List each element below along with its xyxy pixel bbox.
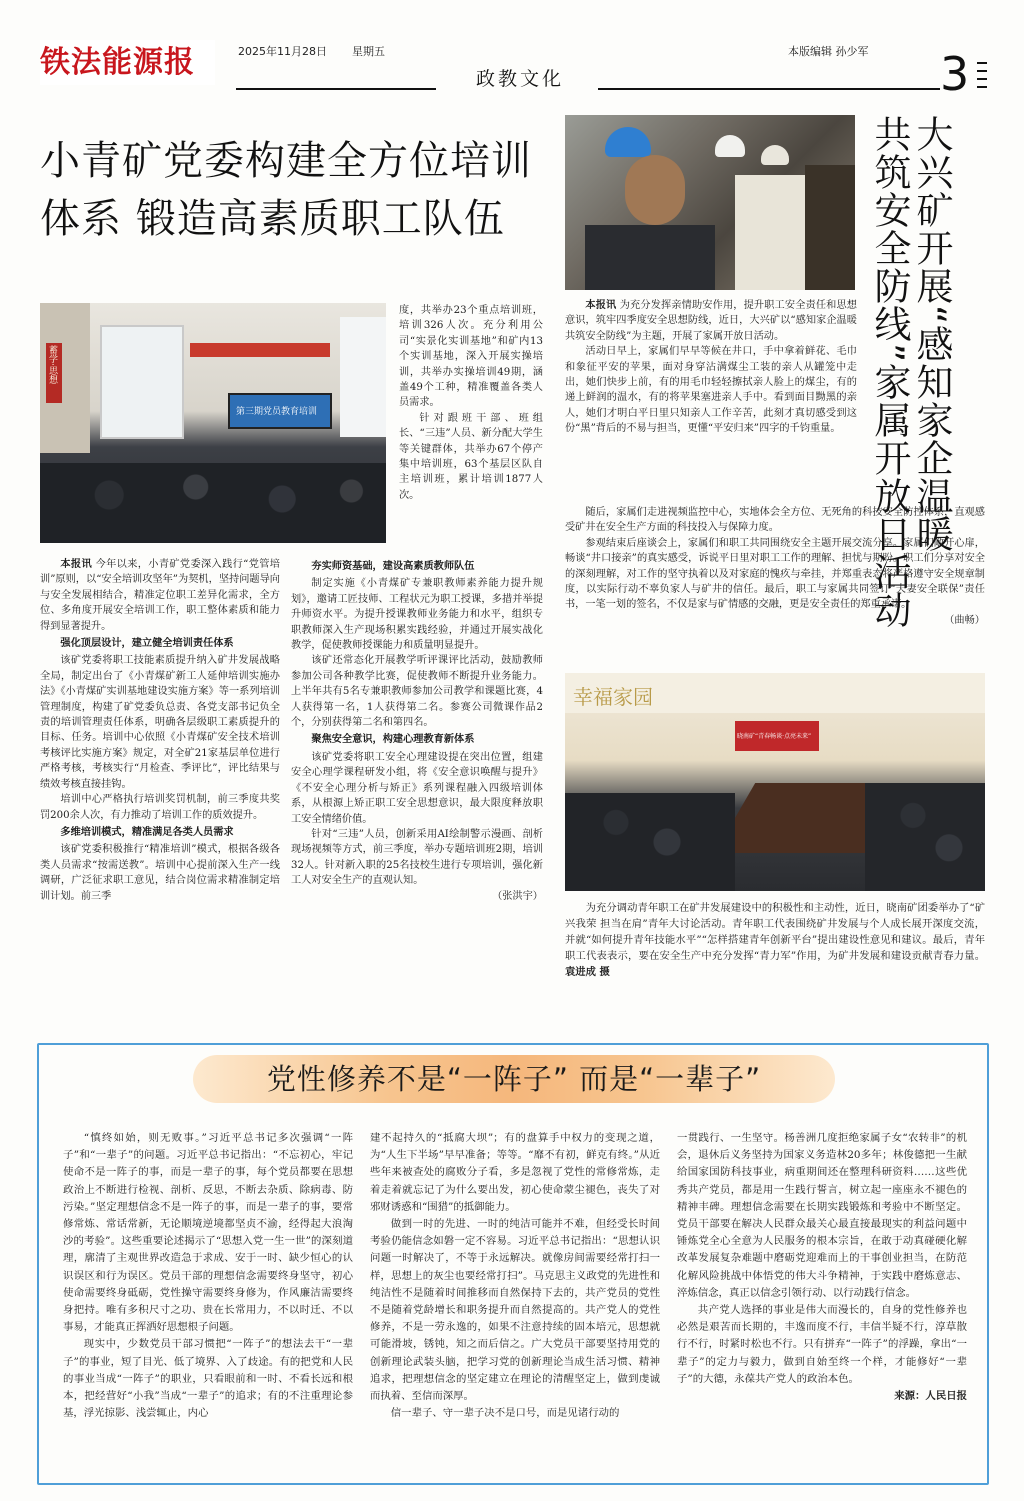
essay-col2-p3: 信一辈子、守一辈子决不是口号，而是见诸行动的 <box>390 1407 620 1420</box>
article2-col-wide <box>565 505 985 628</box>
essay-col2 <box>370 1130 660 1422</box>
article1-col2-top-p1: 度，共举办23个重点培训班，培训326人次。充分利用公司“实景化实训基地”和矿内13个实训基地，深入开展实操培训，共举办实操培训49期，涵盖49个工种，精准覆盖各类人员需求。 <box>399 305 543 409</box>
issue-date: 2025年11月28日 <box>238 45 327 58</box>
article2-p4: 参观结束后座谈会上，家属们和职工共同围绕安全主题开展交流分享。家属们敞开心扉，畅谈“井口接亲”的真实感受，诉说平日里对职工工作的理解、担忧与期盼。职工们分享对安全的深刻理解，对工作的坚守执着以及对家庭的愧疚与牵挂，并郑重表态将严格遵守安全规章制度，以实际行动不辜负家人与矿井的信任。最后，职工与家属共同签订“夫妻安全联保”责任书，一笔一划的签名，不仅是家与矿情感的交融，更是安全责任的郑重承诺。 <box>565 537 985 611</box>
photo-screen-text: 第三期党员教育培训 <box>236 407 318 417</box>
article1-col2 <box>291 557 543 904</box>
article2-p1-text: 为充分发挥亲情助安作用，提升职工安全责任和思想意识，筑牢四季度安全思想防线，近日，大兴矿以“感知家企温暖 共筑安全防线”为主题，开展了家属开放日活动。 <box>565 300 857 342</box>
article1-col1 <box>40 557 280 904</box>
article1-subhead2: 多维培训模式，精准满足各类人员需求 <box>60 826 234 838</box>
article1-subhead1: 强化顶层设计，建立健全培训责任体系 <box>60 638 234 650</box>
article1-byline: （张洪宇） <box>492 890 543 902</box>
article2-col-narrow <box>565 298 857 437</box>
article2-photo <box>565 115 855 290</box>
article1-col2-p4: 针对“三违”人员，创新采用AI绘制警示漫画、剖析现场视频等方式，前三季度，举办专题培训班2期，培训32人。针对新入职的25名技校生进行专项培训，强化新工人对安全生产的直观认知。 <box>291 828 543 887</box>
article1-headline-line1: 小青矿党委构建全方位培训 <box>40 138 532 184</box>
article2-title <box>868 115 953 630</box>
article1-col2-p2: 该矿还常态化开展教学听评课评比活动，鼓励教师参加公司各种教学比赛，促使教师不断提升业务能力。上半年共有5名专兼职教师参加公司教学和课题比赛，4人获得第一名，1人获得第二名。参赛公司微课作品2个，分别获得第二名和第四名。 <box>291 655 543 729</box>
article1-subhead3: 夯实师资基础，建设高素质教师队伍 <box>311 561 475 572</box>
essay-title: 党性修养不是“一阵子” 而是“一辈子” <box>266 1062 762 1096</box>
article1-photo <box>40 303 386 543</box>
section-title: 政教文化 <box>475 68 564 90</box>
article1-headline <box>40 132 540 248</box>
essay-col1-p1: “慎终如始，则无败事。”习近平总书记多次强调“一阵子”和“一辈子”的问题。习近平总书记指出：“不忘初心，牢记使命不是一阵子的事，而是一辈子的事，每个党员都要在思想政治上不断进行检视、剖析、反思，不断去杂质、除病毒、防污染。”坚定理想信念不是一阵子的事，而是一辈子的事，要常修常炼、常话常新，无论顺境逆境都坚贞不渝，经得起大浪淘沙的考验”。这些重要论述揭示了“思想入党一生一世”的深刻道理，廓清了主观世界改造急于求成、安于一时、缺少恒心的认识误区和行为误区。党员干部的理想信念需要终身坚守，初心使命需要终身砥砺，党性操守需要终身修为，作风廉洁需要终身把持。唯有多积尺寸之功、贵在长常用力，不以时迁、不以事易，才能真正挥洒好思想根子问题。 <box>63 1132 353 1334</box>
article1-p1-text: 今年以来，小青矿党委深入践行“党管培训”原则，以“安全培训攻坚年”为契机，坚持问题导向与安全发展相结合，精准定位职工差异化需求，全方位、多角度开展安全培训工作，职工整体素质和能力得到显著提升。 <box>40 559 280 632</box>
page-number: 3 <box>940 47 970 101</box>
article2-p2: 活动日早上，家属们早早等候在井口，手中拿着鲜花、毛巾和象征平安的苹果，面对身穿沾满煤尘工装的亲人从罐笼中走出，她们快步上前，有的用毛巾轻轻擦拭亲人脸上的煤尘，有的递上鲜润的温水，有的将苹果塞进亲人手中。看到面目黝黑的亲人，她们才明白平日里只知亲人工作辛苦，此刻才真切感受到这份“黑”背后的不易与担当，更懂“平安归来”四字的千钧重量。 <box>565 346 857 435</box>
article2-p1 <box>565 298 857 344</box>
article1-col2-p1: 制定实施《小青煤矿专兼职教师素养能力提升规划》，邀请工匠技师、工程状元为职工授课，多措并举提升师资水平。为提升授课教师业务能力和水平，组织专职教师深入生产现场积累实践经验，并通过开展实战化教学，促使教师授课能力和质量明显提升。 <box>291 578 543 652</box>
header-rule-right <box>598 88 940 90</box>
article2-byline: （曲畅） <box>944 614 985 626</box>
article1-col2-top <box>399 303 543 503</box>
article3-photo <box>565 673 985 891</box>
essay-col3-p1: 一贯践行、一生坚守。杨善洲几度拒绝家属子女“农转非”的机会，退休后义务坚持为国家义务造林20多年；林俊德把一生献给国家国防科技事业，病重期间还在整理科研资料……这些优秀共产党员，都是用一生践行誓言，树立起一座座永不褪色的精神丰碑。理想信念需要在长期实践锻炼和考验中不断坚定。党员干部要在解决人民群众最关心最直接最现实的利益问题中锤炼党全心全意为人民服务的根本宗旨，在敢于动真碰硬化解改革发展复杂难题中磨砺党迎难而上的干事创业担当，在防范化解风险挑战中体悟党的伟大斗争精神，于实践中磨炼意志、淬炼信念，真正以信念引领行动、以行动践行信念。 <box>677 1132 967 1299</box>
photo3-caption <box>565 900 985 980</box>
essay-col3 <box>677 1130 967 1405</box>
essay-col2-p1: 建不起持久的“抵腐大坝”；有的盘算手中权力的变现之道，为“人生下半场”早早准备；等等。“靡不有初，鲜克有终。”从近些年来被查处的腐败分子看，多是忽视了党性的常修常炼，走着走着就忘记了为什么要出发，初心使命蒙尘褪色，丧失了对邪财诱惑和“围猎”的抵御能力。 <box>370 1132 660 1213</box>
page-editor: 本版编辑 孙少军 <box>788 45 869 58</box>
essay-col2-p2: 做到一时的先进、一时的纯洁可能并不难，但经受长时间考验仍能信念如磐一定不容易。习近平总书记指出：“思想认识问题一时解决了，不等于永远解决。就像房间需要经常打扫一样，思想上的灰尘也要经常打扫”。马克思主义政党的先进性和纯洁性不是随着时间推移而自然保持下去的，共产党员的党性不是随着党龄增长和职务提升而自然提高的。共产党人的党性修养，不是一劳永逸的，如果不注意持续的固本培元，思想就可能滑坡，锈钝，知之而后信之。广大党员干部要坚持用党的创新理论武装头脑，把学习党的创新理论当成生活习惯、精神追求，把理想信念的坚定建立在理论的清醒坚定上，做到虔诚而执着、至信而深厚。 <box>370 1218 660 1403</box>
article1-col2-top-p2: 针对跟班干部、班组长、“三违”人员、新分配大学生等关键群体，共举办67个停产集中培训班，63个基层区队自主培训班，累计培训1877人次。 <box>399 412 543 501</box>
lead-tag: 本报讯 <box>60 558 93 570</box>
header-rule-left <box>236 88 436 90</box>
newspaper-masthead: 铁法能源报 <box>40 40 215 85</box>
article1-p3: 培训中心严格执行培训奖罚机制，前三季度共奖罚200余人次，有力推动了培训工作的质效提升。 <box>40 794 280 821</box>
photo3-caption-text: 为充分调动青年职工在矿井发展建设中的积极性和主动性，近日，晓南矿团委举办了“矿兴我荣 担当在肩”青年大讨论活动。青年职工代表围绕矿井发展与个人成长展开深度交流，并就“如何提升青年技能水平”“怎样搭建青年创新平台”提出建设性意见和建议。最后，青年职工代表表示，要在安全生产中充分发挥“青力军”作用，为矿井发展和建设贡献青春力量。 <box>565 902 985 962</box>
photo3-credit: 袁进成 摄 <box>565 966 610 978</box>
issue-weekday: 星期五 <box>352 45 385 58</box>
article1-p4: 该矿党委积极推行“精准培训”模式，根据各级各类人员需求“按需送教”。培训中心提前深入生产一线调研，广泛征求职工意见，结合岗位需求精准制定培训计划。前三季 <box>40 844 280 902</box>
article1-subhead4: 聚焦安全意识，构建心理教育新体系 <box>311 734 475 746</box>
essay-source: 来源：人民日报 <box>894 1390 967 1403</box>
essay-col1 <box>63 1130 353 1422</box>
article2-p3: 随后，家属们走进视频监控中心，实地体会全方位、无死角的科技安全防控体系，直观感受矿井在安全生产方面的科技投入与保障力度。 <box>565 507 985 534</box>
article1-headline-line2: 体系 锻造高素质职工队伍 <box>40 196 505 242</box>
photo-wall-title: 幸福家园 <box>573 685 653 709</box>
article2-title-line2: 共筑安全防线”家属开放日活动 <box>868 115 911 630</box>
lead-tag: 本报讯 <box>585 299 617 311</box>
photo3-screen-text: 晓南矿“青春畅谈·点亮未来” <box>737 733 812 740</box>
essay-col3-p2: 共产党人选择的事业是伟大而漫长的，自身的党性修养也必然是艰苦而长期的，丰逸而度不行，丰信半疑不行，淳草散行不行，时紧时松也不行。只有拼弃“一阵子”的浮躁，拿出“一辈子”的定力与毅力，做到自始至终一个样，才能修好“一辈子”的大德，永葆共产党人的政治本色。 <box>677 1304 967 1385</box>
photo-wall-slogan: 蓄学·思想 <box>47 345 57 384</box>
essay-col1-p2: 现实中，少数党员干部习惯把“一阵子”的想法去干“一辈子”的事业，短了目光、低了境界、入了歧途。有的把党和人民的事业当成“一阵子”的职业，只看眼前和一时、不看长远和根本，把经营好“小我”当成“一辈子”的追求；有的不注重理论参基，浮光掠影、浅尝辄止，内心 <box>63 1338 353 1420</box>
article1-col2-p3: 该矿党委将职工安全心理建设提在突出位置，组建安全心理学课程研发小组，将《安全意识唤醒与提升》《不安全心理分析与矫正》系列课程融入四级培训体系，从根源上矫正职工安全思想意识，最大限度释放职工安全情绪价值。 <box>291 751 543 825</box>
article1-p2: 该矿党委将职工技能素质提升纳入矿井发展战略全局，制定出台了《小青煤矿新工人延伸培训实施办法》《小青煤矿实训基地建设实施方案》等一系列培训管理制度，构建了矿党委负总责、各党支部书记负全责的培训管理责任体系，明确各层级职工素质提升的目标、任务。培训中心依照《小青煤矿安全技术培训考核评比实施方案》规定，对全矿21家基层单位进行严格考核，考核实行“月检查、季评比”，评比结果与绩效考核直接挂钩。 <box>40 655 280 790</box>
article2-title-line1: 大兴矿开展“感知家企温暖 <box>910 115 953 554</box>
article1-p1 <box>40 557 280 634</box>
